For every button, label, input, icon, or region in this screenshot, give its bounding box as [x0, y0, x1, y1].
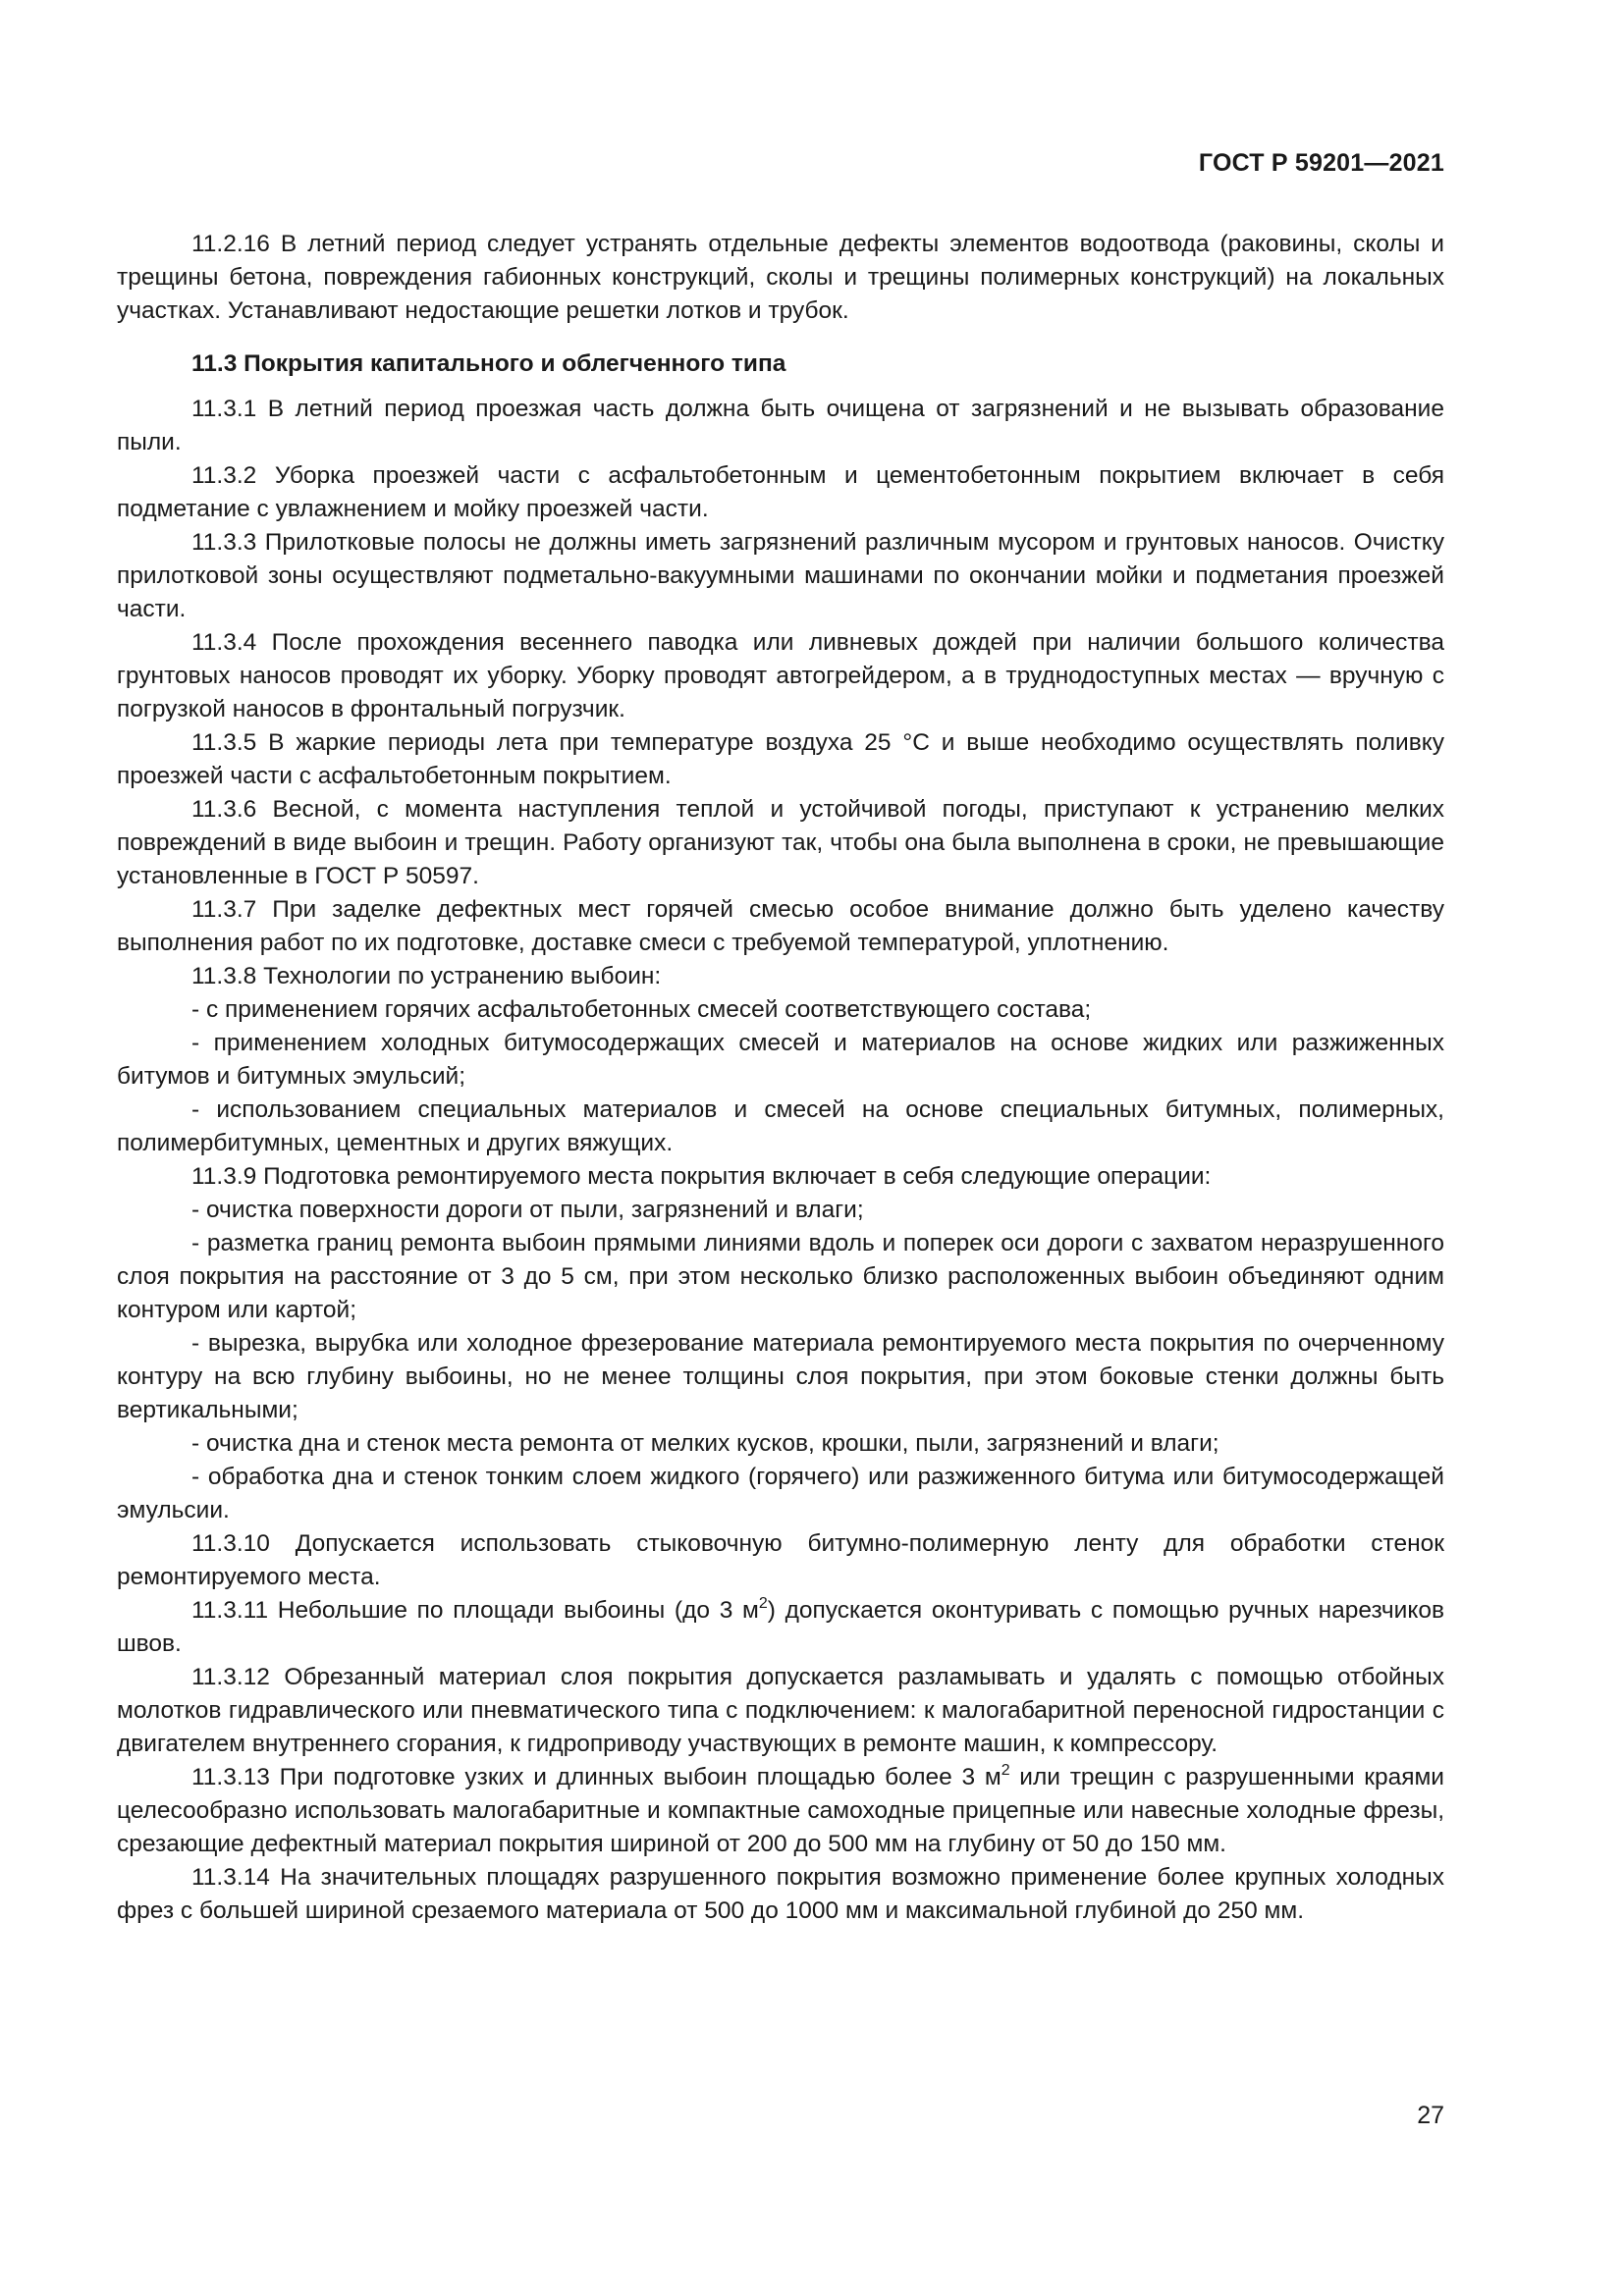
- list-item: - использованием специальных материалов и смесей на основе специальных битумных, полимерных, полимербитумных, цементных и других вяжущих.: [117, 1096, 1444, 1156]
- section-title-11-3: 11.3 Покрытия капитального и облегченного типа: [191, 350, 786, 377]
- paragraph-11-2-16: 11.2.16 В летний период следует устранять отдельные дефекты элементов водоотвода (раковины, сколы и трещины бетона, повреждения габионных конструкций, сколы и трещины полимерных конструкций) на локальных участках. Устанавливают недостающие решетки лотков и трубок.: [117, 231, 1444, 324]
- paragraph-11-3-13-text-b: или трещин с разрушенными краями целесообразно использовать малогабаритные и компактные самоходные прицепные или навесные холодные фрезы, срезающие дефектный материал покрытия шириной от 200 до 500 мм на глубину от 50 до 150 мм.: [117, 1764, 1444, 1857]
- paragraph-11-3-9: 11.3.9 Подготовка ремонтируемого места покрытия включает в себя следующие операции:: [191, 1163, 1212, 1190]
- paragraph-11-3-5: 11.3.5 В жаркие периоды лета при температуре воздуха 25 °С и выше необходимо осуществлять поливку проезжей части с асфальтобетонным покрытием.: [117, 729, 1444, 789]
- paragraph-11-3-13: [117, 1761, 1444, 1861]
- paragraph-11-3-3: 11.3.3 Прилотковые полосы не должны иметь загрязнений различным мусором и грунтовых наносов. Очистку прилотковой зоны осуществляют подметально-вакуумными машинами по окончании мойки и подметания проезжей части.: [117, 529, 1444, 622]
- list-11-3-8: [117, 993, 1444, 1160]
- list-item: - вырезка, вырубка или холодное фрезерование материала ремонтируемого места покрытия по очерченному контуру на всю глубину выбоины, но не менее толщины слоя покрытия, при этом боковые стенки должны быть вертикальными;: [117, 1330, 1444, 1423]
- list-item: - разметка границ ремонта выбоин прямыми линиями вдоль и поперек оси дороги с захватом неразрушенного слоя покрытия на расстояние от 3 до 5 см, при этом несколько близко расположенных выбоин объединяют одним контуром или картой;: [117, 1230, 1444, 1323]
- list-item: - обработка дна и стенок тонким слоем жидкого (горячего) или разжиженного битума или битумосодержащей эмульсии.: [117, 1464, 1444, 1523]
- list-item: - применением холодных битумосодержащих смесей и материалов на основе жидких или разжиженных битумов и битумных эмульсий;: [117, 1030, 1444, 1090]
- document-code-header: ГОСТ Р 59201—2021: [1198, 149, 1444, 177]
- paragraph-11-3-12: 11.3.12 Обрезанный материал слоя покрытия допускается разламывать и удалять с помощью отбойных молотков гидравлического или пневматического типа с подключением: к малогабаритной переносной гидростанции с двигателем внутреннего сгорания, к гидроприводу участвующих в ремонте машин, к компрессору.: [117, 1664, 1444, 1757]
- list-item: - очистка дна и стенок места ремонта от мелких кусков, крошки, пыли, загрязнений и влаги;: [191, 1430, 1219, 1457]
- paragraph-11-3-11-text-b: ) допускается оконтуривать с помощью ручных нарезчиков швов.: [117, 1597, 1444, 1657]
- paragraph-11-3-10: 11.3.10 Допускается использовать стыковочную битумно-полимерную ленту для обработки стенок ремонтируемого места.: [117, 1530, 1444, 1590]
- paragraph-11-3-6: 11.3.6 Весной, с момента наступления теплой и устойчивой погоды, приступают к устранению мелких повреждений в виде выбоин и трещин. Работу организуют так, чтобы она была выполнена в сроки, не превышающие установленные в ГОСТ Р 50597.: [117, 796, 1444, 889]
- paragraph-11-3-14: 11.3.14 На значительных площадях разрушенного покрытия возможно применение более крупных холодных фрез с большей шириной срезаемого материала от 500 до 1000 мм и максимальной глубиной до 250 мм.: [117, 1864, 1444, 1924]
- superscript-squared: 2: [1001, 1762, 1010, 1779]
- paragraph-11-3-8: 11.3.8 Технологии по устранению выбоин:: [191, 963, 662, 989]
- paragraph-11-3-1: 11.3.1 В летний период проезжая часть должна быть очищена от загрязнений и не вызывать образование пыли.: [117, 396, 1444, 455]
- paragraph-11-3-2: 11.3.2 Уборка проезжей части с асфальтобетонным и цементобетонным покрытием включает в себя подметание с увлажнением и мойку проезжей части.: [117, 462, 1444, 522]
- list-11-3-9: [117, 1194, 1444, 1527]
- paragraph-11-3-11-text-a: 11.3.11 Небольшие по площади выбоины (до 3 м: [191, 1597, 759, 1624]
- list-item: - очистка поверхности дороги от пыли, загрязнений и влаги;: [191, 1197, 864, 1223]
- paragraph-11-3-7: 11.3.7 При заделке дефектных мест горячей смесью особое внимание должно быть уделено качеству выполнения работ по их подготовке, доставке смеси с требуемой температурой, уплотнению.: [117, 896, 1444, 956]
- document-body: [117, 228, 1444, 1928]
- paragraph-11-3-13-text-a: 11.3.13 При подготовке узких и длинных выбоин площадью более 3 м: [191, 1764, 1001, 1790]
- superscript-squared: 2: [758, 1595, 768, 1612]
- page-number: 27: [1417, 2102, 1444, 2129]
- paragraph-11-3-4: 11.3.4 После прохождения весеннего паводка или ливневых дождей при наличии большого количества грунтовых наносов проводят их уборку. Уборку проводят автогрейдером, а в труднодоступных местах — вручную с погрузкой наносов в фронтальный погрузчик.: [117, 629, 1444, 722]
- list-item: - с применением горячих асфальтобетонных смесей соответствующего состава;: [191, 996, 1092, 1023]
- paragraph-11-3-11: [117, 1594, 1444, 1661]
